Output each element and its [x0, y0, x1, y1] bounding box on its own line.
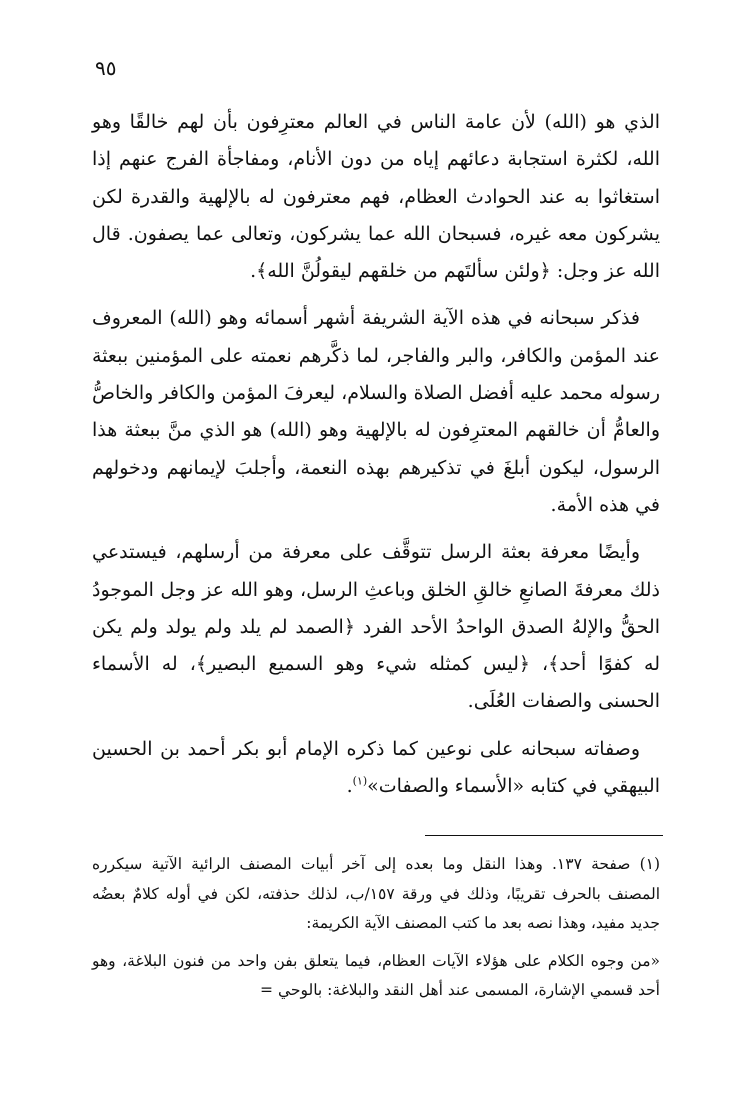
footnote-reference: (١) — [352, 774, 368, 788]
paragraph-2: فذكر سبحانه في هذه الآية الشريفة أشهر أسمائه وهو (الله) المعروف عند المؤمن والكافر، والبر والفاجر، لما ذكَّرهم نعمته على المؤمنين ببعثة رسوله محمد عليه أفضل الصلاة والسلام، ليعرفَ المؤمن والكافر والخاصُّ والعامُّ أن خالقهم المعترِفون له بالإلهية وهو (الله) هو الذي منَّ ببعثة هذا الرسول، ليكون أبلغَ في تذكيرهم بهذه النعمة، وأجلبَ لإيمانهم ودخولهم في هذه الأمة. — [92, 307, 660, 516]
footnote-1-quote: «من وجوه الكلام على هؤلاء الآيات العظام، فيما يتعلق بفن واحد من فنون البلاغة، وهو أحد قسمي الإشارة، المسمى عند أهل النقد والبلاغة: بالوحي = — [92, 951, 660, 999]
page-number: ٩٥ — [95, 56, 117, 80]
footnote-1: (١) صفحة ١٣٧. وهذا النقل وما بعده إلى آخر أبيات المصنف الرائية الآتية سيكرره المصنف بالحرف تقريبًا، وذلك في ورقة ١٥٧/ب، لذلك حذفته، لكن في أوله كلامٌ بعضُه جديد مفيد، وهذا نصه بعد ما كتب المصنف الآية الكريمة: — [92, 855, 661, 932]
footnotes — [92, 850, 660, 1006]
paragraph-4 — [92, 731, 660, 806]
paragraph-4-end: . — [346, 775, 353, 798]
main-text — [92, 104, 660, 805]
paragraph-3: وأيضًا معرفة بعثة الرسل تتوقَّف على معرفة من أرسلهم، فيستدعي ذلك معرفةَ الصانعِ خالقِ الخلق وباعثِ الرسل، وهو الله عز وجل الموجودُ الحقُّ والإلهُ الصدق الواحدُ الأحد الفرد ﴿الصمد لم يلد ولم يولد ولم يكن له كفوًا أحد﴾، ﴿ليس كمثله شيء وهو السميع البصير﴾، له الأسماء الحسنى والصفات العُلَى. — [92, 541, 660, 713]
paragraph-4-text: وصفاته سبحانه على نوعين كما ذكره الإمام أبو بكر أحمد بن الحسين البيهقي في كتابه «الأسماء والصفات» — [92, 737, 660, 798]
footnote-separator — [425, 835, 663, 836]
paragraph-1: الذي هو (الله) لأن عامة الناس في العالم معترِفون بأن لهم خالقًا وهو الله، لكثرة استجابة دعائهم إياه من دون الأنام، ومفاجأة الفرج عنهم إذا استغاثوا به عند الحوادث العظام، فهم معترفون له بالإلهية والقدرة لكن يشركون معه غيره، فسبحان الله عما يشركون، وتعالى عما يصفون. قال الله عز وجل: ﴿ولئن سألتَهم من خلقهم ليقولُنَّ الله﴾. — [92, 111, 660, 283]
